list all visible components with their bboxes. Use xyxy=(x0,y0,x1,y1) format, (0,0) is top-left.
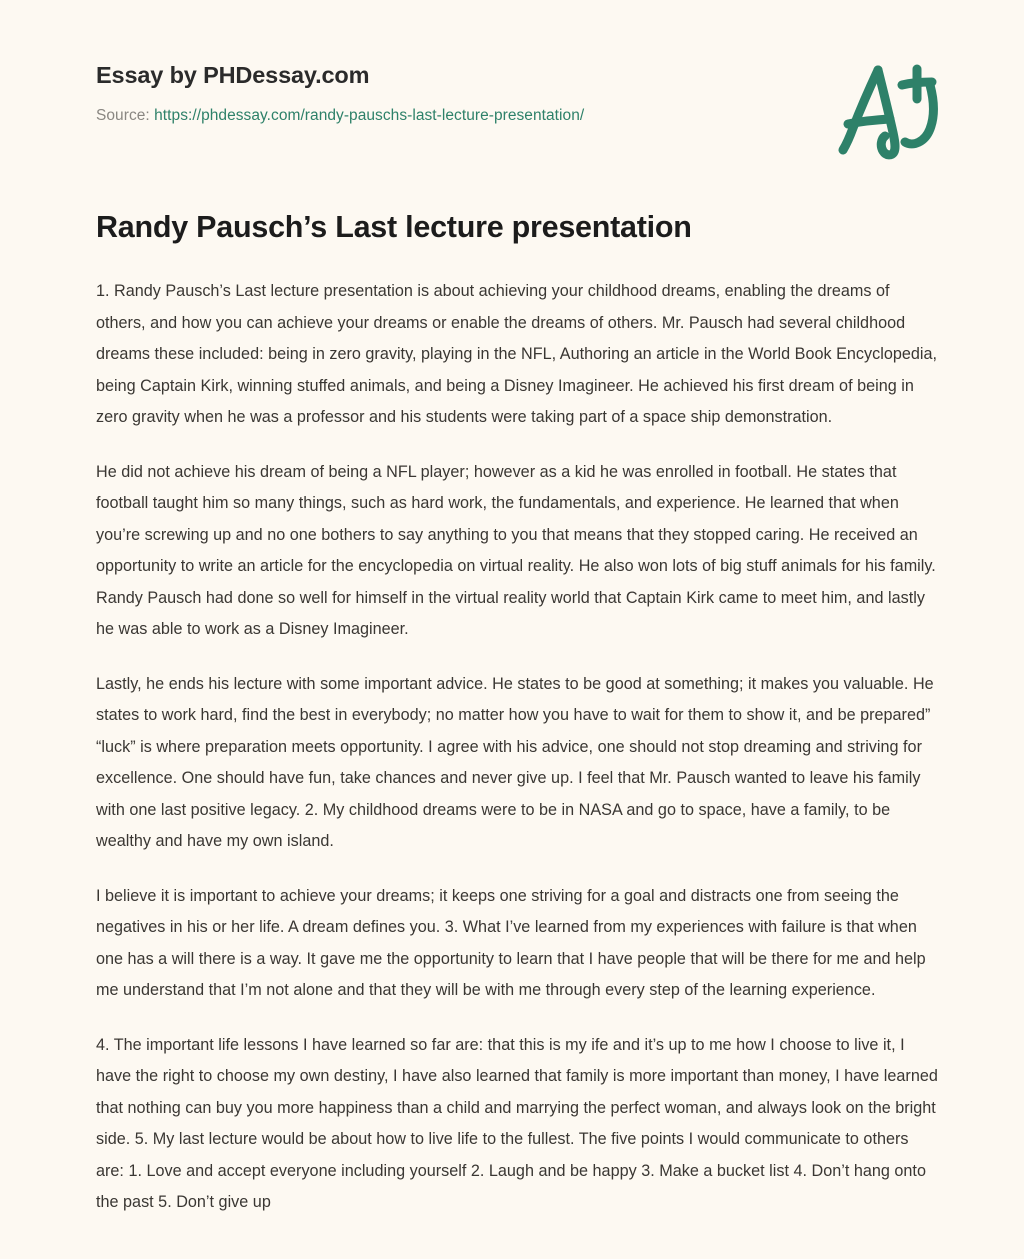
body-paragraph: He did not achieve his dream of being a NFL player; however as a kid he was enrolled in football. He states that football taught him so many things, such as hard work, the fundamentals, and experience. He learned that when you’re screwing up and no one bothers to say anything to you that means that they stopped caring. He received an opportunity to write an article for the encyclopedia on virtual reality. He also won lots of big stuff animals for his family. Randy Pausch had done so well for himself in the virtual reality world that Captain Kirk came to meet him, and lastly he was able to work as a Disney Imagineer. xyxy=(96,462,936,639)
source-url-link[interactable]: https://phdessay.com/randy-pauschs-last-lecture-presentation/ xyxy=(154,106,585,124)
brand-title: Essay by PHDessay.com xyxy=(96,62,370,88)
body-paragraph: 1. Randy Pausch’s Last lecture presentation is about achieving your childhood dreams, enabling the dreams of others, and how you can achieve your dreams or enable the dreams of others. Mr. Pausch had several childhood dreams these included: being in zero gravity, playing in the NFL, Authoring an article in the World Book Encyclopedia, being Captain Kirk, winning stuffed animals, and being a Disney Imagineer. He achieved his first dream of being in zero gravity when he was a professor and his students were taking part of a space ship demonstration. xyxy=(96,282,937,427)
body-paragraph: I believe it is important to achieve your dreams; it keeps one striving for a goal and distracts one from seeing the negatives in his or her life. A dream defines you. 3. What I’ve learned from my experiences with failure is that when one has a will there is a way. It gave me the opportunity to learn that I have people that will be there for me and help me understand that I’m not alone and that they will be with me through every step of the learning experience. xyxy=(96,886,926,1000)
source-label: Source: xyxy=(96,106,150,124)
phdessay-logo[interactable] xyxy=(822,52,952,164)
page-title: Randy Pausch’s Last lecture presentation xyxy=(96,210,692,244)
a-plus-logo-icon xyxy=(822,52,952,164)
body-paragraph: 4. The important life lessons I have learned so far are: that this is my ife and it’s up to me how I choose to live it, I have the right to choose my own destiny, I have also learned that family is more important than money, I have learned that nothing can buy you more happiness than a child and marrying the perfect woman, and always look on the bright side. 5. My last lecture would be about how to live life to the fullest. The five points I would communicate to others are: 1. Love and accept everyone including yourself 2. Laugh and be happy 3. Make a bucket list 4. Don’t hang onto the past 5. Don’t give up xyxy=(96,1035,938,1212)
document-header xyxy=(0,0,1024,150)
body-paragraph: Lastly, he ends his lecture with some important advice. He states to be good at something; it makes you valuable. He states to work hard, find the best in everybody; no matter how you have to wait for them to show it, and be prepared” “luck” is where preparation meets opportunity. I agree with his advice, one should not stop dreaming and striving for excellence. One should have fun, take chances and never give up. I feel that Mr. Pausch wanted to leave his family with one last positive legacy. 2. My childhood dreams were to be in NASA and go to space, have a family, to be wealthy and have my own island. xyxy=(96,674,934,851)
document-body xyxy=(0,276,1024,1259)
